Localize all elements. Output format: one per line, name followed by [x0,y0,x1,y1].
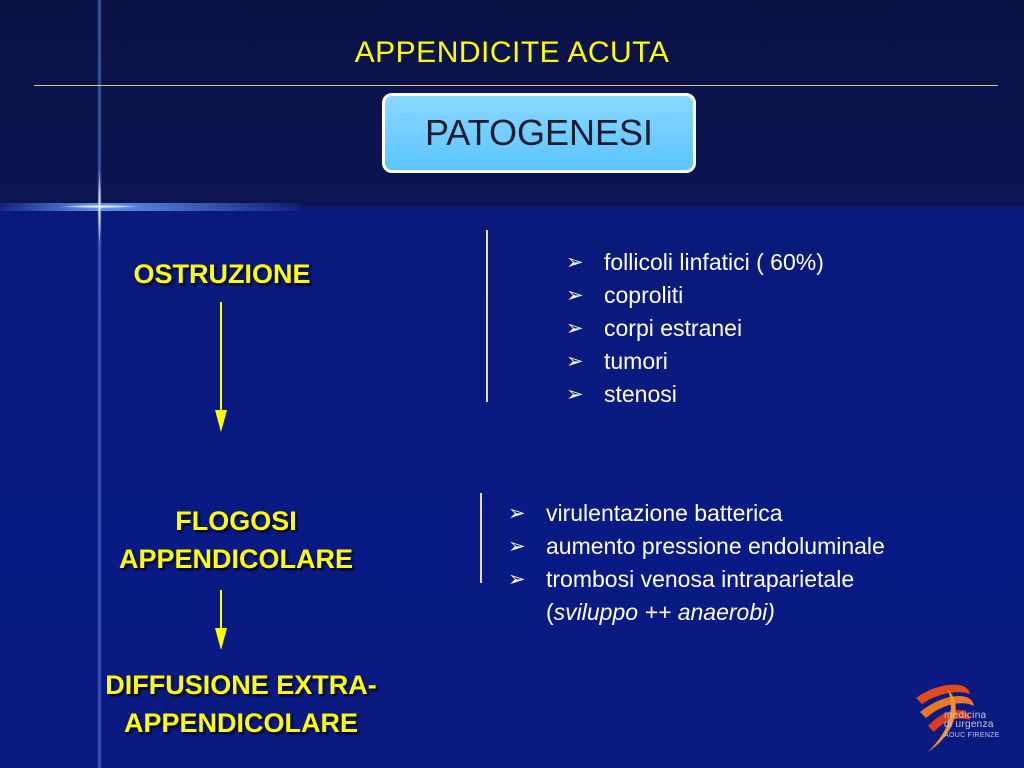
inflammation-factors-list [508,497,885,629]
arrow-line-1 [220,302,222,414]
logo-caption: medicina di urgenza AOUC FIRENZE [944,710,1000,739]
patogenesi-box [382,93,696,173]
decorative-horizontal-beam [0,203,300,211]
patogenesi-label: PATOGENESI [424,112,654,153]
sparkle-icon-vertical [98,170,101,245]
list-item: ➢ virulentazione batterica [508,497,885,530]
arrow-line-2 [220,590,222,632]
arrow-bullet-icon: ➢ [566,383,584,406]
arrow-bullet-icon: ➢ [508,535,526,558]
decorative-vertical-beam [97,0,102,768]
arrow-down-icon [215,410,227,432]
stage-diffusione: DIFFUSIONE EXTRA- APPENDICOLARE [105,670,377,738]
slide-title: APPENDICITE ACUTA [354,36,670,69]
arrow-bullet-icon: ➢ [508,502,526,525]
bracket-factors [480,493,482,583]
bracket-causes [486,230,488,402]
obstruction-causes-list [566,246,824,411]
list-item: ➢ stenosi [566,378,824,411]
arrow-bullet-icon: ➢ [508,568,526,591]
arrow-bullet-icon: ➢ [566,317,584,340]
arrow-bullet-icon: ➢ [566,251,584,274]
list-item: ➢ tumori [566,345,824,378]
list-item: ➢ coproliti [566,279,824,312]
list-item: ➢ follicoli linfatici ( 60%) [566,246,824,279]
inflammation-note: (sviluppo ++ anaerobi) [546,599,775,625]
list-item: ➢ aumento pressione endoluminale [508,530,885,563]
title-divider [34,85,998,86]
arrow-down-icon [215,628,227,650]
list-item: ➢ corpi estranei [566,312,824,345]
list-item: ➢ trombosi venosa intraparietale [508,563,885,596]
arrow-bullet-icon: ➢ [566,284,584,307]
arrow-bullet-icon: ➢ [566,350,584,373]
stage-flogosi: FLOGOSI APPENDICOLARE [118,506,354,574]
stage-ostruzione: OSTRUZIONE [133,259,311,289]
